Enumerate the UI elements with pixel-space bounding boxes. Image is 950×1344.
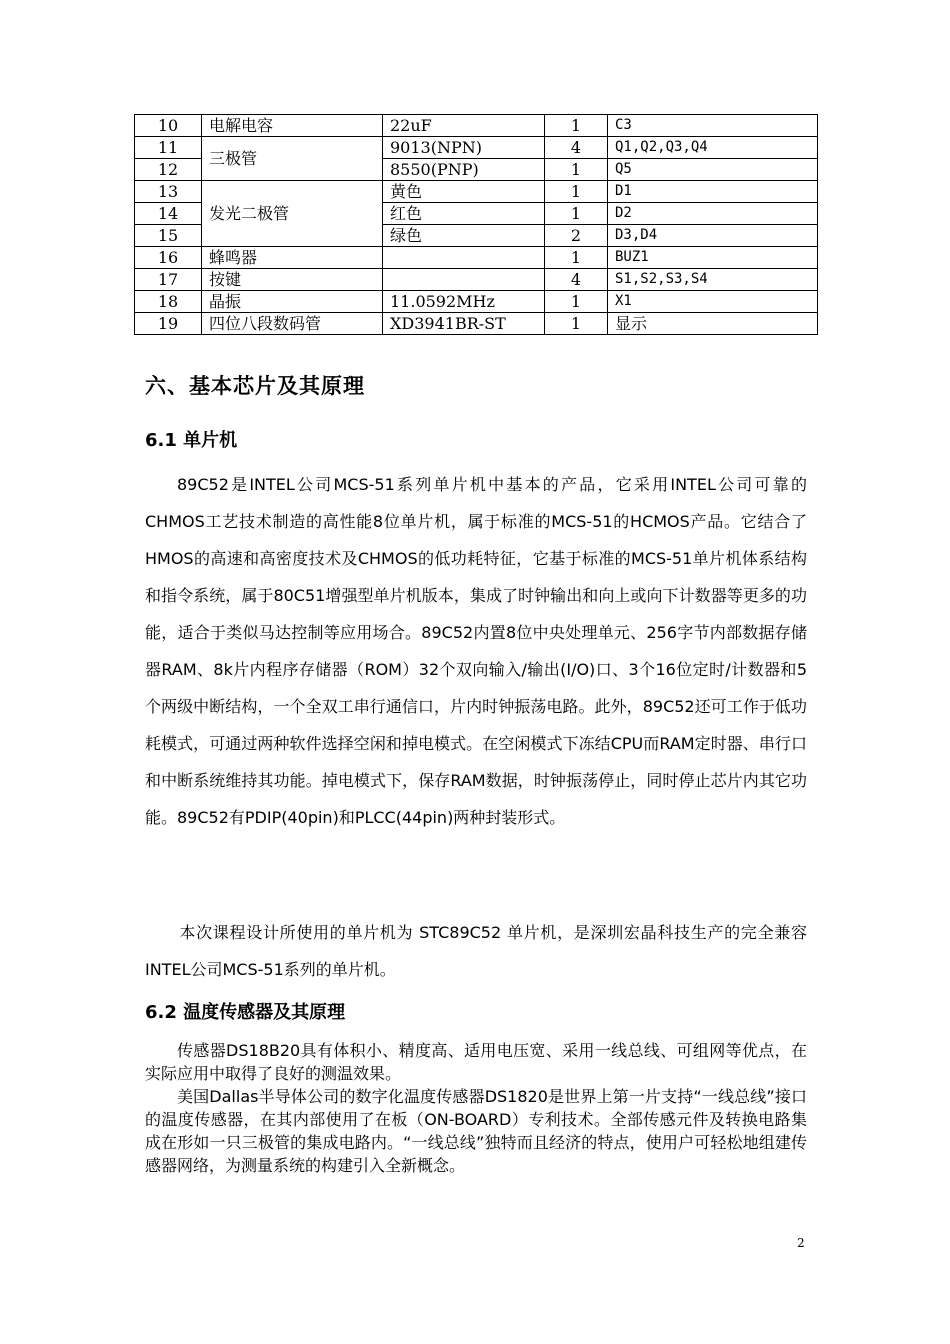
cell-no: 19 (135, 313, 202, 335)
cell-qty: 1 (545, 203, 608, 225)
cell-name: 发光二极管 (202, 181, 383, 247)
page-number: 2 (797, 1236, 805, 1250)
cell-no: 11 (135, 137, 202, 159)
cell-qty: 4 (545, 137, 608, 159)
cell-spec: 黄色 (383, 181, 545, 203)
cell-ref: 显示 (608, 313, 818, 335)
cell-name: 三极管 (202, 137, 383, 181)
table-row (135, 247, 818, 269)
paragraph-sensor-ds18b20: 传感器DS18B20具有体积小、精度高、适用电压宽、采用一线总线、可组网等优点，在实际应用中取得了良好的测温效果。 (145, 1041, 807, 1083)
cell-spec: 红色 (383, 203, 545, 225)
cell-spec: 22uF (383, 115, 545, 137)
component-table (134, 114, 818, 335)
cell-spec: 绿色 (383, 225, 545, 247)
cell-ref: X1 (608, 291, 818, 313)
cell-ref: C3 (608, 115, 818, 137)
cell-name: 按键 (202, 269, 383, 291)
cell-spec (383, 269, 545, 291)
paragraph-sensor-ds1820: 美国Dallas半导体公司的数字化温度传感器DS1820是世界上第一片支持“一线总线”接口的温度传感器，在其内部使用了在板（ON-BOARD）专利技术。全部传感元件及转换电路集成在形如一只三极管的集成电路内。“一线总线”独特而且经济的特点，使用户可轻松地组建传感器网络，为测量系统的构建引入全新概念。 (145, 1087, 807, 1175)
cell-no: 12 (135, 159, 202, 181)
cell-name: 四位八段数码管 (202, 313, 383, 335)
cell-qty: 1 (545, 247, 608, 269)
cell-no: 14 (135, 203, 202, 225)
table-row (135, 137, 818, 159)
cell-qty: 2 (545, 225, 608, 247)
cell-ref: D2 (608, 203, 818, 225)
cell-name: 晶振 (202, 291, 383, 313)
cell-qty: 1 (545, 291, 608, 313)
cell-ref: D3,D4 (608, 225, 818, 247)
cell-ref: Q5 (608, 159, 818, 181)
cell-spec (383, 247, 545, 269)
cell-qty: 1 (545, 159, 608, 181)
cell-spec: XD3941BR-ST (383, 313, 545, 335)
cell-no: 18 (135, 291, 202, 313)
section-heading: 六、基本芯片及其原理 (145, 374, 365, 398)
cell-ref: S1,S2,S3,S4 (608, 269, 818, 291)
cell-no: 17 (135, 269, 202, 291)
cell-spec: 11.0592MHz (383, 291, 545, 313)
cell-no: 10 (135, 115, 202, 137)
paragraph-mcu-stc: 本次课程设计所使用的单片机为 STC89C52 单片机，是深圳宏晶科技生产的完全兼容INTEL公司MCS-51系列的单片机。 (145, 923, 807, 979)
subsection-heading-sensor: 6.2 温度传感器及其原理 (145, 1002, 346, 1023)
cell-qty: 1 (545, 115, 608, 137)
cell-name: 电解电容 (202, 115, 383, 137)
cell-no: 16 (135, 247, 202, 269)
table-row (135, 313, 818, 335)
cell-name: 蜂鸣器 (202, 247, 383, 269)
subsection-heading-mcu: 6.1 单片机 (145, 430, 238, 451)
cell-ref: D1 (608, 181, 818, 203)
cell-ref: Q1,Q2,Q3,Q4 (608, 137, 818, 159)
cell-ref: BUZ1 (608, 247, 818, 269)
table-row (135, 181, 818, 203)
cell-spec: 9013(NPN) (383, 137, 545, 159)
cell-qty: 1 (545, 181, 608, 203)
cell-no: 15 (135, 225, 202, 247)
paragraph-mcu-intro: 89C52是INTEL公司MCS-51系列单片机中基本的产品，它采用INTEL公司可靠的CHMOS工艺技术制造的高性能8位单片机，属于标准的MCS-51的HCMOS产品。它结合了HMOS的高速和高密度技术及CHMOS的低功耗特征，它基于标准的MCS-51单片机体系结构和指令系统，属于80C51增强型单片机版本，集成了时钟输出和向上或向下计数器等更多的功能，适合于类似马达控制等应用场合。89C52内置8位中央处理单元、256字节内部数据存储器RAM、8k片内程序存储器（ROM）32个双向输入/输出(I/O)口、3个16位定时/计数器和5个两级中断结构，一个全双工串行通信口，片内时钟振荡电路。此外，89C52还可工作于低功耗模式，可通过两种软件选择空闲和掉电模式。在空闲模式下冻结CPU而RAM定时器、串行口和中断系统维持其功能。掉电模式下，保存RAM数据，时钟振荡停止，同时停止芯片内其它功能。89C52有PDIP(40pin)和PLCC(44pin)两种封装形式。 (145, 475, 807, 827)
cell-qty: 4 (545, 269, 608, 291)
cell-qty: 1 (545, 313, 608, 335)
table-row (135, 291, 818, 313)
cell-no: 13 (135, 181, 202, 203)
table-row (135, 115, 818, 137)
cell-spec: 8550(PNP) (383, 159, 545, 181)
table-row (135, 269, 818, 291)
